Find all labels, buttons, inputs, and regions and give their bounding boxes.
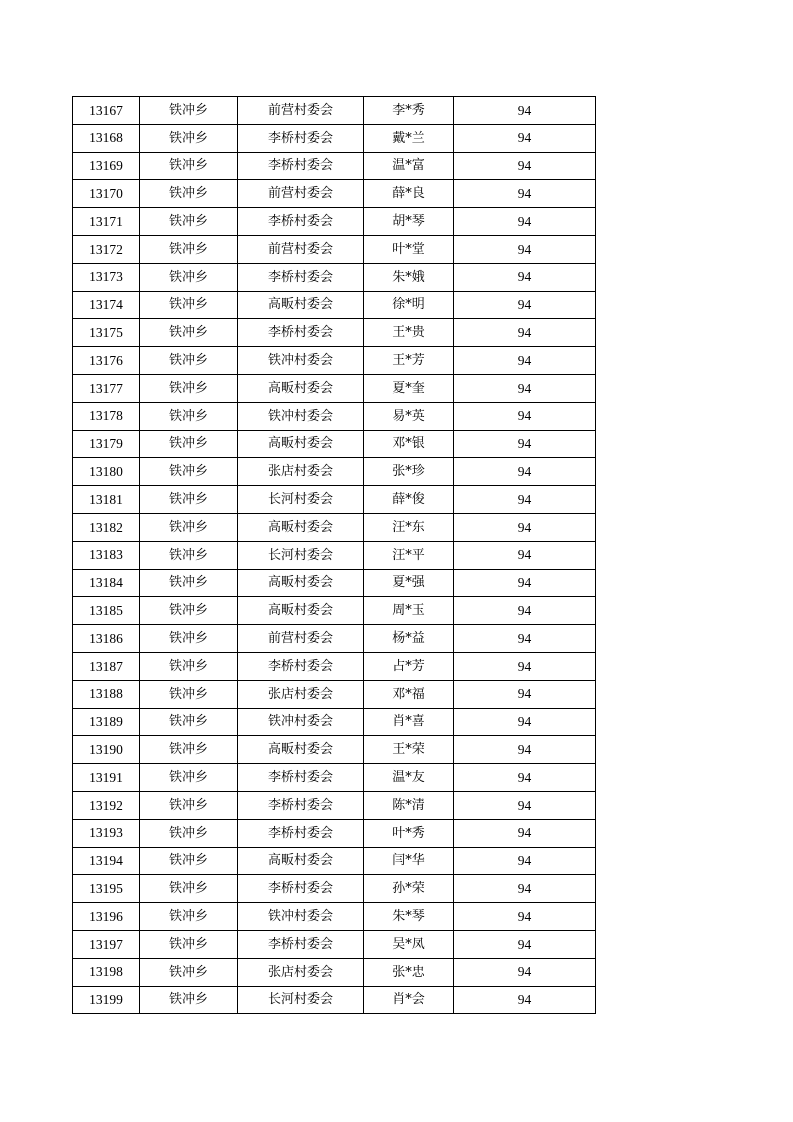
serial-number-cell: 13171 — [73, 208, 140, 236]
name-cell: 胡*琴 — [364, 208, 454, 236]
name-cell: 闫*华 — [364, 847, 454, 875]
table-row — [73, 180, 596, 208]
village-committee-cell: 李桥村委会 — [238, 208, 364, 236]
serial-number-cell: 13193 — [73, 819, 140, 847]
serial-number-cell: 13176 — [73, 347, 140, 375]
value-cell: 94 — [454, 680, 596, 708]
name-cell: 汪*平 — [364, 541, 454, 569]
value-cell: 94 — [454, 374, 596, 402]
table-row — [73, 458, 596, 486]
name-cell: 夏*奎 — [364, 374, 454, 402]
serial-number-cell: 13183 — [73, 541, 140, 569]
name-cell: 邓*银 — [364, 430, 454, 458]
township-cell: 铁冲乡 — [140, 930, 238, 958]
name-cell: 李*秀 — [364, 97, 454, 125]
village-committee-cell: 李桥村委会 — [238, 152, 364, 180]
township-cell: 铁冲乡 — [140, 263, 238, 291]
name-cell: 易*英 — [364, 402, 454, 430]
value-cell: 94 — [454, 208, 596, 236]
serial-number-cell: 13169 — [73, 152, 140, 180]
serial-number-cell: 13194 — [73, 847, 140, 875]
village-committee-cell: 铁冲村委会 — [238, 402, 364, 430]
township-cell: 铁冲乡 — [140, 541, 238, 569]
value-cell: 94 — [454, 569, 596, 597]
township-cell: 铁冲乡 — [140, 736, 238, 764]
name-cell: 肖*喜 — [364, 708, 454, 736]
name-cell: 朱*娥 — [364, 263, 454, 291]
table-row — [73, 263, 596, 291]
village-committee-cell: 铁冲村委会 — [238, 347, 364, 375]
township-cell: 铁冲乡 — [140, 430, 238, 458]
township-cell: 铁冲乡 — [140, 986, 238, 1014]
township-cell: 铁冲乡 — [140, 764, 238, 792]
township-cell: 铁冲乡 — [140, 347, 238, 375]
township-cell: 铁冲乡 — [140, 708, 238, 736]
serial-number-cell: 13177 — [73, 374, 140, 402]
village-committee-cell: 李桥村委会 — [238, 764, 364, 792]
name-cell: 陈*清 — [364, 791, 454, 819]
village-committee-cell: 高畈村委会 — [238, 847, 364, 875]
name-cell: 王*荣 — [364, 736, 454, 764]
serial-number-cell: 13199 — [73, 986, 140, 1014]
township-cell: 铁冲乡 — [140, 208, 238, 236]
township-cell: 铁冲乡 — [140, 180, 238, 208]
village-committee-cell: 李桥村委会 — [238, 791, 364, 819]
table-row — [73, 541, 596, 569]
township-cell: 铁冲乡 — [140, 958, 238, 986]
name-cell: 杨*益 — [364, 625, 454, 653]
village-committee-cell: 李桥村委会 — [238, 319, 364, 347]
village-committee-cell: 李桥村委会 — [238, 875, 364, 903]
serial-number-cell: 13191 — [73, 764, 140, 792]
table-row — [73, 319, 596, 347]
township-cell: 铁冲乡 — [140, 402, 238, 430]
value-cell: 94 — [454, 875, 596, 903]
township-cell: 铁冲乡 — [140, 374, 238, 402]
name-cell: 叶*堂 — [364, 235, 454, 263]
value-cell: 94 — [454, 597, 596, 625]
serial-number-cell: 13196 — [73, 903, 140, 931]
name-cell: 薛*俊 — [364, 486, 454, 514]
serial-number-cell: 13189 — [73, 708, 140, 736]
value-cell: 94 — [454, 930, 596, 958]
village-committee-cell: 张店村委会 — [238, 458, 364, 486]
name-cell: 王*贵 — [364, 319, 454, 347]
township-cell: 铁冲乡 — [140, 875, 238, 903]
name-cell: 徐*明 — [364, 291, 454, 319]
village-committee-cell: 张店村委会 — [238, 958, 364, 986]
name-cell: 孙*荣 — [364, 875, 454, 903]
table-row — [73, 903, 596, 931]
village-committee-cell: 李桥村委会 — [238, 930, 364, 958]
township-cell: 铁冲乡 — [140, 124, 238, 152]
village-committee-cell: 长河村委会 — [238, 986, 364, 1014]
table-body — [73, 97, 596, 1014]
serial-number-cell: 13178 — [73, 402, 140, 430]
value-cell: 94 — [454, 458, 596, 486]
village-committee-cell: 高畈村委会 — [238, 374, 364, 402]
table-row — [73, 597, 596, 625]
village-committee-cell: 高畈村委会 — [238, 430, 364, 458]
value-cell: 94 — [454, 958, 596, 986]
table-row — [73, 513, 596, 541]
value-cell: 94 — [454, 764, 596, 792]
table-row — [73, 791, 596, 819]
name-cell: 肖*会 — [364, 986, 454, 1014]
serial-number-cell: 13170 — [73, 180, 140, 208]
table-row — [73, 374, 596, 402]
village-committee-cell: 前营村委会 — [238, 180, 364, 208]
value-cell: 94 — [454, 903, 596, 931]
serial-number-cell: 13180 — [73, 458, 140, 486]
village-committee-cell: 李桥村委会 — [238, 124, 364, 152]
serial-number-cell: 13179 — [73, 430, 140, 458]
table-row — [73, 958, 596, 986]
serial-number-cell: 13172 — [73, 235, 140, 263]
serial-number-cell: 13197 — [73, 930, 140, 958]
name-cell: 王*芳 — [364, 347, 454, 375]
table-row — [73, 764, 596, 792]
village-committee-cell: 李桥村委会 — [238, 819, 364, 847]
value-cell: 94 — [454, 708, 596, 736]
name-cell: 温*富 — [364, 152, 454, 180]
table-row — [73, 986, 596, 1014]
value-cell: 94 — [454, 152, 596, 180]
serial-number-cell: 13185 — [73, 597, 140, 625]
village-committee-cell: 高畈村委会 — [238, 597, 364, 625]
township-cell: 铁冲乡 — [140, 319, 238, 347]
village-committee-cell: 李桥村委会 — [238, 263, 364, 291]
name-cell: 占*芳 — [364, 652, 454, 680]
value-cell: 94 — [454, 97, 596, 125]
value-cell: 94 — [454, 625, 596, 653]
name-cell: 夏*强 — [364, 569, 454, 597]
table-row — [73, 291, 596, 319]
name-cell: 张*珍 — [364, 458, 454, 486]
name-cell: 吴*凤 — [364, 930, 454, 958]
table-row — [73, 235, 596, 263]
serial-number-cell: 13188 — [73, 680, 140, 708]
table-row — [73, 402, 596, 430]
name-cell: 周*玉 — [364, 597, 454, 625]
table-row — [73, 819, 596, 847]
village-committee-cell: 长河村委会 — [238, 486, 364, 514]
village-committee-cell: 前营村委会 — [238, 97, 364, 125]
value-cell: 94 — [454, 847, 596, 875]
table-row — [73, 625, 596, 653]
serial-number-cell: 13190 — [73, 736, 140, 764]
table-row — [73, 430, 596, 458]
value-cell: 94 — [454, 791, 596, 819]
value-cell: 94 — [454, 235, 596, 263]
township-cell: 铁冲乡 — [140, 97, 238, 125]
serial-number-cell: 13192 — [73, 791, 140, 819]
serial-number-cell: 13195 — [73, 875, 140, 903]
township-cell: 铁冲乡 — [140, 458, 238, 486]
serial-number-cell: 13167 — [73, 97, 140, 125]
township-cell: 铁冲乡 — [140, 291, 238, 319]
village-committee-cell: 长河村委会 — [238, 541, 364, 569]
value-cell: 94 — [454, 124, 596, 152]
township-cell: 铁冲乡 — [140, 625, 238, 653]
table-row — [73, 208, 596, 236]
township-cell: 铁冲乡 — [140, 486, 238, 514]
table-row — [73, 847, 596, 875]
value-cell: 94 — [454, 652, 596, 680]
table-row — [73, 652, 596, 680]
serial-number-cell: 13173 — [73, 263, 140, 291]
name-cell: 温*友 — [364, 764, 454, 792]
serial-number-cell: 13187 — [73, 652, 140, 680]
village-committee-cell: 高畈村委会 — [238, 736, 364, 764]
village-committee-cell: 前营村委会 — [238, 625, 364, 653]
township-cell: 铁冲乡 — [140, 513, 238, 541]
value-cell: 94 — [454, 291, 596, 319]
township-cell: 铁冲乡 — [140, 652, 238, 680]
township-cell: 铁冲乡 — [140, 235, 238, 263]
table-row — [73, 347, 596, 375]
village-committee-cell: 李桥村委会 — [238, 652, 364, 680]
value-cell: 94 — [454, 180, 596, 208]
value-cell: 94 — [454, 486, 596, 514]
serial-number-cell: 13186 — [73, 625, 140, 653]
table-row — [73, 124, 596, 152]
table-row — [73, 875, 596, 903]
name-cell: 邓*福 — [364, 680, 454, 708]
name-cell: 汪*东 — [364, 513, 454, 541]
value-cell: 94 — [454, 402, 596, 430]
village-committee-cell: 前营村委会 — [238, 235, 364, 263]
table-row — [73, 930, 596, 958]
table-row — [73, 569, 596, 597]
table-row — [73, 97, 596, 125]
township-cell: 铁冲乡 — [140, 680, 238, 708]
value-cell: 94 — [454, 986, 596, 1014]
serial-number-cell: 13168 — [73, 124, 140, 152]
serial-number-cell: 13174 — [73, 291, 140, 319]
village-committee-cell: 高畈村委会 — [238, 569, 364, 597]
name-cell: 戴*兰 — [364, 124, 454, 152]
table-row — [73, 708, 596, 736]
village-committee-cell: 高畈村委会 — [238, 513, 364, 541]
township-cell: 铁冲乡 — [140, 847, 238, 875]
name-cell: 叶*秀 — [364, 819, 454, 847]
serial-number-cell: 13198 — [73, 958, 140, 986]
value-cell: 94 — [454, 430, 596, 458]
serial-number-cell: 13175 — [73, 319, 140, 347]
township-cell: 铁冲乡 — [140, 903, 238, 931]
table-row — [73, 486, 596, 514]
value-cell: 94 — [454, 263, 596, 291]
township-cell: 铁冲乡 — [140, 597, 238, 625]
serial-number-cell: 13184 — [73, 569, 140, 597]
value-cell: 94 — [454, 819, 596, 847]
value-cell: 94 — [454, 736, 596, 764]
value-cell: 94 — [454, 541, 596, 569]
data-table — [72, 96, 596, 1014]
table-row — [73, 152, 596, 180]
value-cell: 94 — [454, 347, 596, 375]
value-cell: 94 — [454, 513, 596, 541]
village-committee-cell: 高畈村委会 — [238, 291, 364, 319]
village-committee-cell: 张店村委会 — [238, 680, 364, 708]
table-row — [73, 736, 596, 764]
name-cell: 朱*琴 — [364, 903, 454, 931]
name-cell: 薛*良 — [364, 180, 454, 208]
township-cell: 铁冲乡 — [140, 791, 238, 819]
village-committee-cell: 铁冲村委会 — [238, 708, 364, 736]
value-cell: 94 — [454, 319, 596, 347]
serial-number-cell: 13182 — [73, 513, 140, 541]
township-cell: 铁冲乡 — [140, 152, 238, 180]
township-cell: 铁冲乡 — [140, 819, 238, 847]
table-row — [73, 680, 596, 708]
name-cell: 张*忠 — [364, 958, 454, 986]
serial-number-cell: 13181 — [73, 486, 140, 514]
township-cell: 铁冲乡 — [140, 569, 238, 597]
village-committee-cell: 铁冲村委会 — [238, 903, 364, 931]
